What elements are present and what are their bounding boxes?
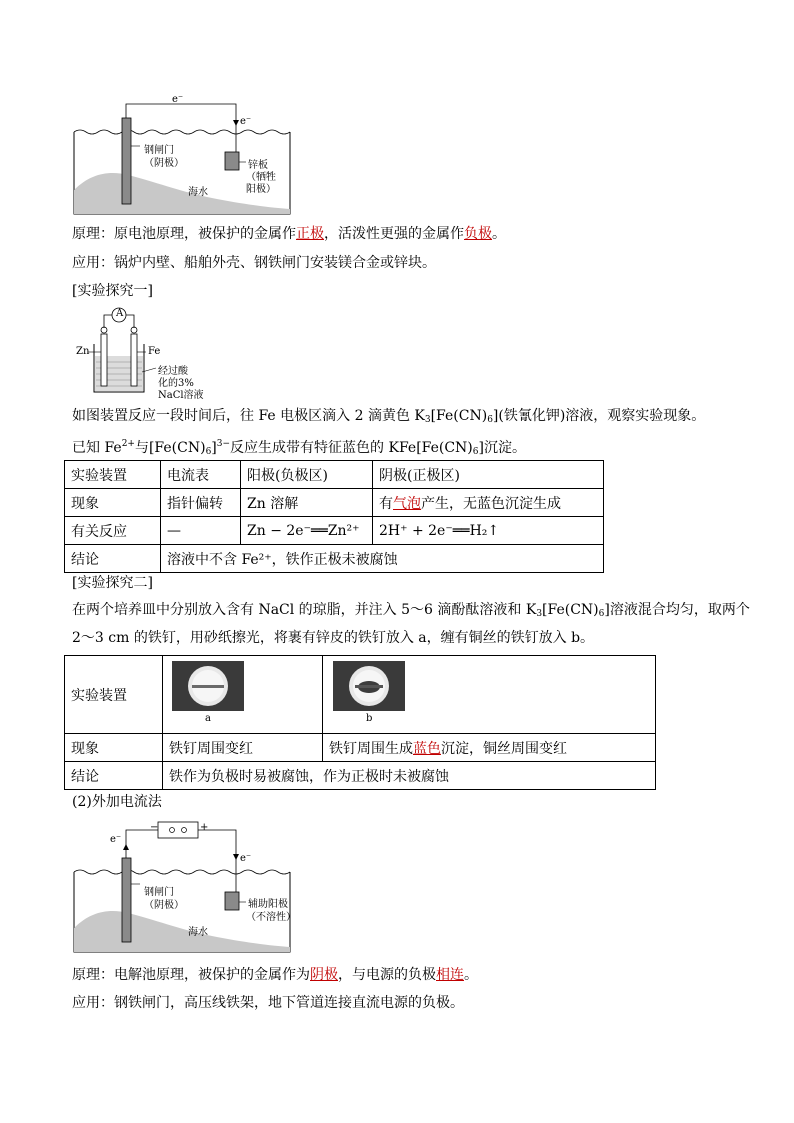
text: ]溶液混合均匀，取两个	[604, 602, 750, 618]
text: 已知 Fe	[72, 440, 122, 456]
gate-label: 钢闸门	[144, 887, 174, 898]
exp1-description	[72, 406, 705, 430]
table-row	[65, 461, 604, 489]
auxiliary-anode-label-2: （不溶性）	[246, 912, 296, 923]
table-cell	[323, 734, 656, 762]
text: 原理：电解池原理，被保护的金属作为	[72, 967, 310, 983]
table-cell: 电流表	[161, 461, 241, 489]
method2-title: (2)外加电流法	[72, 794, 162, 810]
answer-cathode: 阴极	[310, 967, 338, 983]
text: ，与电源的负极	[338, 967, 436, 983]
text: ]沉淀。	[478, 440, 526, 456]
photo-b-label: b	[366, 713, 373, 724]
answer-positive: 正极	[296, 226, 324, 242]
text: 原理：原电池原理，被保护的金属作	[72, 226, 296, 242]
ammeter-label: A	[116, 308, 124, 319]
text: 与[Fe(CN)	[134, 440, 206, 456]
table-cell: Zn 溶解	[241, 489, 373, 517]
table-cell: 铁钉周围变红	[163, 734, 323, 762]
subscript: 6	[598, 609, 605, 619]
zn-electrode-label: Zn	[76, 346, 90, 357]
electron-label-top: e⁻	[172, 94, 184, 105]
table-cell: 实验装置	[65, 656, 163, 734]
text: 。	[464, 967, 478, 983]
table-row	[65, 734, 656, 762]
table-cell: Zn − 2e⁻══Zn²⁺	[241, 517, 373, 545]
table-cell: 现象	[65, 489, 161, 517]
solution-label-2: 化的3%	[158, 378, 194, 389]
superscript: 2+	[121, 439, 135, 449]
application-2: 应用：钢铁闸门，高压线铁架，地下管道连接直流电源的负极。	[72, 995, 464, 1011]
principle-2	[72, 965, 478, 985]
petri-dish-photo-a	[172, 661, 244, 711]
exp2-description-2: 2～3 cm 的铁钉，用砂纸擦光，将裹有锌皮的铁钉放入 a，缠有铜丝的铁钉放入 b。	[72, 630, 595, 646]
table-cell: —	[161, 517, 241, 545]
answer-blue: 蓝色	[413, 740, 441, 757]
text: 铁钉周围生成	[329, 740, 413, 757]
gate-label-2: （阴极）	[144, 158, 184, 169]
table-cell	[373, 489, 604, 517]
answer-bubbles: 气泡	[393, 495, 421, 512]
electron-label-left: e⁻	[110, 834, 122, 845]
subscript: 3	[424, 415, 431, 425]
minus-terminal-label: −	[150, 822, 159, 833]
principle-1	[72, 224, 506, 244]
electron-label-right: e⁻	[240, 853, 252, 864]
sea-label: 海水	[188, 927, 208, 938]
text: 。	[492, 226, 506, 242]
table-cell: 2H⁺ + 2e⁻══H₂↑	[373, 517, 604, 545]
subscript: 6	[472, 447, 479, 457]
application-1: 应用：锅炉内壁、船舶外壳、钢铁闸门安装镁合金或锌块。	[72, 255, 436, 271]
subscript: 3	[536, 609, 543, 619]
text: 如图装置反应一段时间后，往 Fe 电极区滴入 2 滴黄色 K	[72, 408, 425, 424]
zinc-label-2: （牺牲	[246, 172, 276, 183]
sea-label: 海水	[188, 187, 208, 198]
superscript: 3−	[216, 439, 231, 449]
zinc-label-3: 阳极）	[246, 184, 276, 195]
text: [Fe(CN)	[430, 408, 488, 424]
table-cell: 现象	[65, 734, 163, 762]
table-cell: 结论	[65, 545, 161, 573]
gate-label-2: （阴极）	[144, 900, 184, 911]
exp2-title: [实验探究二]	[72, 575, 153, 591]
text: 反应生成带有特征蓝色的 KFe[Fe(CN)	[230, 440, 473, 456]
answer-connected: 相连	[436, 967, 464, 983]
solution-label-3: NaCl溶液	[158, 390, 204, 401]
electron-label-right: e⁻	[240, 116, 252, 127]
solution-label: 经过酸	[158, 366, 188, 377]
zinc-label: 锌板	[248, 160, 268, 171]
text: 有	[379, 495, 393, 512]
exp1-title: [实验探究一]	[72, 283, 153, 299]
table-row	[65, 545, 604, 573]
table-cell: 实验装置	[65, 461, 161, 489]
table-row	[65, 489, 604, 517]
text: ]	[211, 440, 217, 456]
photo-a-label: a	[205, 713, 211, 724]
text: 沉淀，铜丝周围变红	[441, 740, 567, 757]
auxiliary-anode-label: 辅助阳极	[248, 899, 288, 910]
text: [Fe(CN)	[542, 602, 599, 618]
text: ](铁氰化钾)溶液，观察实验现象。	[492, 408, 706, 424]
text: 在两个培养皿中分别放入含有 NaCl 的琼脂，并注入 5～6 滴酚酞溶液和 K	[72, 602, 537, 618]
subscript: 6	[487, 415, 493, 425]
zn-fe-cell-diagram	[76, 306, 216, 398]
subscript: 6	[205, 447, 212, 457]
experiment1-table	[64, 460, 604, 573]
table-cell: 阴极(正极区)	[373, 461, 604, 489]
table-cell: 指针偏转	[161, 489, 241, 517]
gate-label: 钢闸门	[144, 145, 174, 156]
exp1-known	[72, 434, 526, 462]
fe-electrode-label: Fe	[148, 346, 161, 357]
impressed-current-diagram	[72, 820, 294, 956]
exp2-description-1	[72, 600, 750, 624]
plus-terminal-label: +	[200, 822, 209, 833]
petri-dish-photo-b	[333, 661, 405, 711]
answer-negative: 负极	[464, 226, 492, 242]
text: 产生，无蓝色沉淀生成	[421, 495, 561, 512]
table-row	[65, 517, 604, 545]
table-cell: 有关反应	[65, 517, 161, 545]
table-cell: 溶液中不含 Fe²⁺，铁作正极未被腐蚀	[161, 545, 604, 573]
table-row	[65, 762, 656, 790]
table-cell: 结论	[65, 762, 163, 790]
table-cell: 铁作为负极时易被腐蚀，作为正极时未被腐蚀	[163, 762, 656, 790]
table-cell: 阳极(负极区)	[241, 461, 373, 489]
text: ，活泼性更强的金属作	[324, 226, 464, 242]
